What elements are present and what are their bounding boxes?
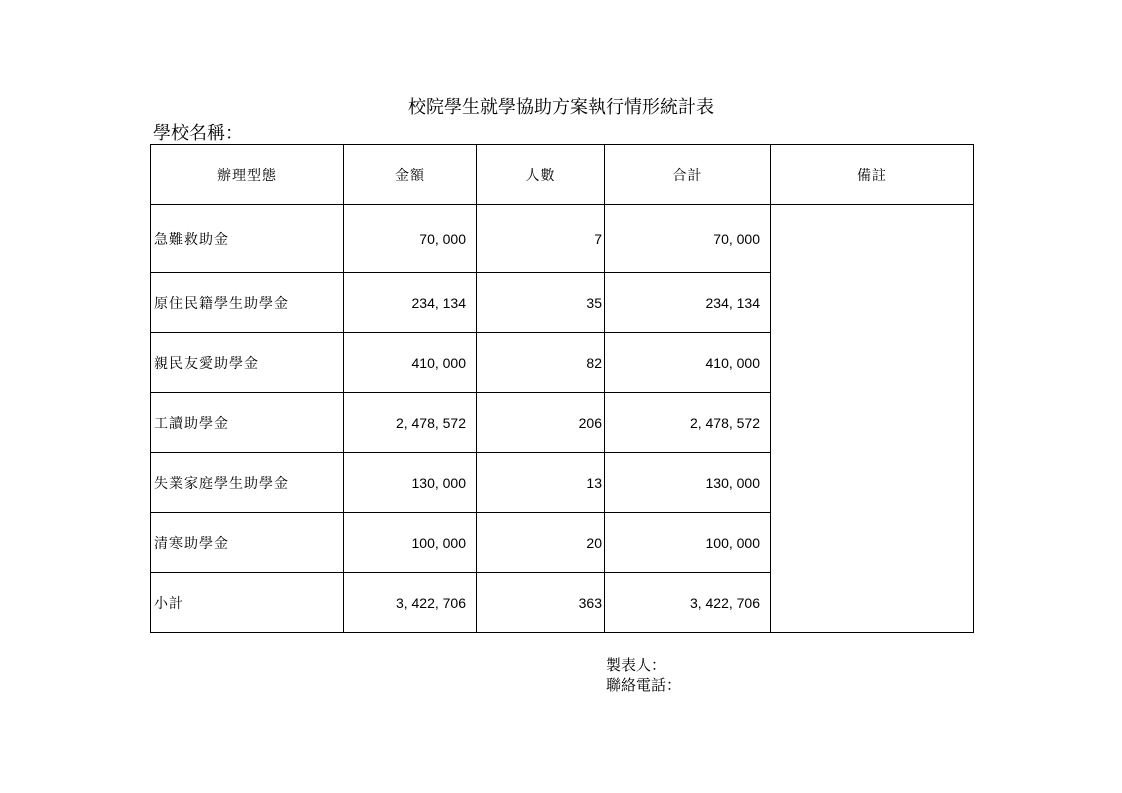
subtotal-total: 3, 422, 706 (605, 573, 771, 633)
header-total: 合計 (605, 145, 771, 205)
row-total: 2, 478, 572 (605, 393, 771, 453)
row-type: 失業家庭學生助學金 (151, 453, 344, 513)
row-amount: 70, 000 (344, 205, 477, 273)
row-count: 7 (477, 205, 605, 273)
row-total: 234, 134 (605, 273, 771, 333)
row-count: 82 (477, 333, 605, 393)
row-total: 130, 000 (605, 453, 771, 513)
row-type: 親民友愛助學金 (151, 333, 344, 393)
row-amount: 130, 000 (344, 453, 477, 513)
row-amount: 410, 000 (344, 333, 477, 393)
table-header-row (151, 145, 974, 205)
header-type: 辦理型態 (151, 145, 344, 205)
row-type: 原住民籍學生助學金 (151, 273, 344, 333)
header-count: 人數 (477, 145, 605, 205)
row-count: 20 (477, 513, 605, 573)
row-type: 工讀助學金 (151, 393, 344, 453)
school-name-label: 學校名稱： (153, 123, 243, 144)
row-total: 410, 000 (605, 333, 771, 393)
table-row (151, 205, 974, 273)
row-total: 100, 000 (605, 513, 771, 573)
contact-phone-label: 聯絡電話： (606, 676, 682, 694)
row-amount: 2, 478, 572 (344, 393, 477, 453)
subtotal-count: 363 (477, 573, 605, 633)
row-count: 35 (477, 273, 605, 333)
header-remark: 備註 (771, 145, 974, 205)
row-type: 清寒助學金 (151, 513, 344, 573)
row-total: 70, 000 (605, 205, 771, 273)
page-title: 校院學生就學協助方案執行情形統計表 (408, 97, 714, 118)
form-maker-label: 製表人： (606, 656, 667, 674)
row-type: 急難救助金 (151, 205, 344, 273)
statistics-table (150, 144, 974, 633)
row-count: 13 (477, 453, 605, 513)
subtotal-amount: 3, 422, 706 (344, 573, 477, 633)
remark-cell (771, 205, 974, 633)
header-amount: 金額 (344, 145, 477, 205)
row-amount: 234, 134 (344, 273, 477, 333)
subtotal-label: 小計 (151, 573, 344, 633)
row-amount: 100, 000 (344, 513, 477, 573)
row-count: 206 (477, 393, 605, 453)
